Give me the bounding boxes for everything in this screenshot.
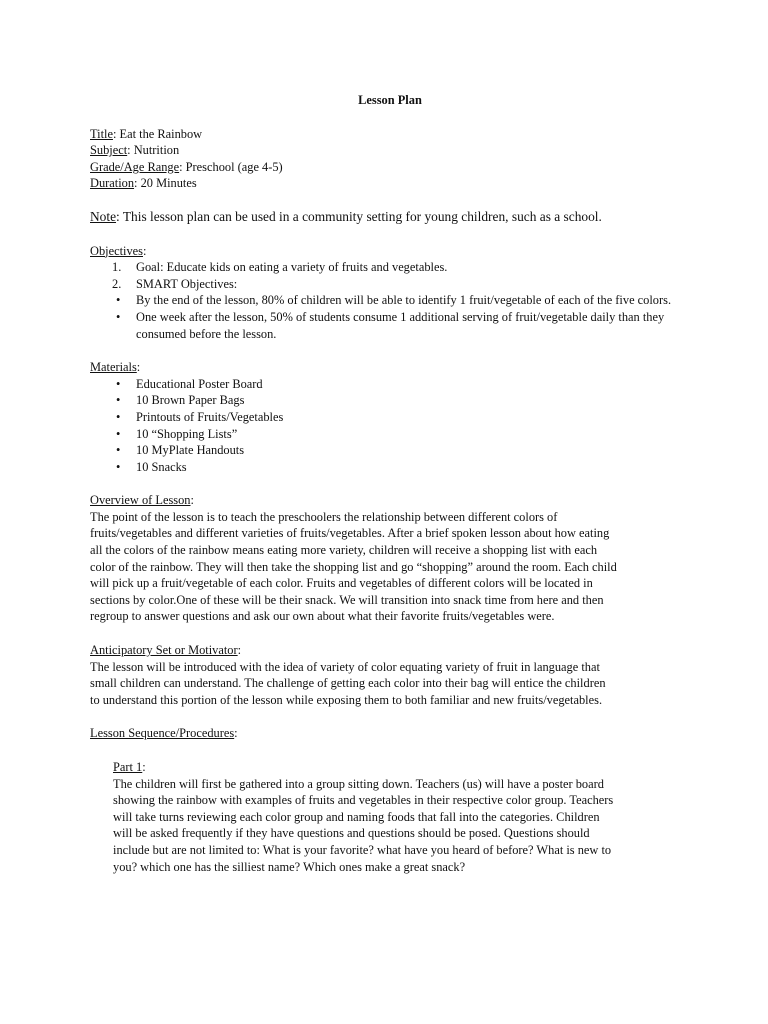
objectives-heading: Objectives: — [90, 243, 147, 258]
overview-line: fruits/vegetables and different varieties of fruits/vegetables. After a brief spoken lesson about how eating — [90, 526, 610, 541]
overview-line: color of the rainbow. They will then take the shopping list and go “shopping” around the room. Each child — [90, 559, 617, 574]
meta-duration-value: 20 Minutes — [140, 176, 197, 191]
objective-text: Goal: Educate kids on eating a variety of fruits and vegetables. — [136, 260, 448, 275]
material-item — [90, 459, 690, 476]
note-label: Note — [90, 208, 117, 224]
list-number: 2. — [112, 276, 122, 291]
material-text: Educational Poster Board — [136, 376, 263, 391]
note-paragraph: Note: This lesson plan can be used in a community setting for young children, such as a school. — [90, 208, 602, 224]
part1-label: Part 1 — [113, 760, 143, 774]
meta-title: Title: Eat the Rainbow — [90, 126, 203, 141]
objective-item — [90, 259, 690, 276]
objective-text: SMART Objectives: — [136, 276, 238, 291]
overview-line: will pick up a fruit/vegetable of each color. Fruits and vegetables of different colors will be located in — [90, 576, 593, 591]
part1-line: include but are not limited to: What is your favorite? what have you heard of before? What is new to — [113, 842, 612, 857]
list-number: 1. — [112, 260, 122, 275]
material-text: 10 MyPlate Handouts — [136, 443, 245, 458]
overview-line: The point of the lesson is to teach the preschoolers the relationship between different colors of — [90, 509, 558, 524]
material-text: 10 Snacks — [136, 459, 187, 474]
anticipatory-line: The lesson will be introduced with the idea of variety of color equating variety of fruit in language that — [90, 659, 600, 674]
materials-label: Materials — [90, 360, 137, 375]
overview-heading: Overview of Lesson: — [90, 493, 194, 508]
bullet-icon: • — [116, 426, 121, 441]
meta-grade-value: Preschool (age 4-5) — [185, 159, 283, 174]
overview-label: Overview of Lesson — [90, 493, 191, 508]
meta-grade: Grade/Age Range: Preschool (age 4-5) — [90, 159, 283, 174]
meta-subject: Subject: Nutrition — [90, 143, 180, 158]
sequence-label: Lesson Sequence/Procedures — [90, 726, 235, 741]
bullet-icon: • — [116, 443, 121, 458]
anticipatory-line: to understand this portion of the lesson while exposing them to both familiar and new fruits/vegetables. — [90, 692, 603, 707]
objective-item — [90, 309, 690, 342]
overview-line: regroup to answer questions and ask our own about what their favorite fruits/vegetables were. — [90, 609, 555, 624]
note-text: This lesson plan can be used in a community setting for young children, such as a school. — [122, 208, 602, 224]
objective-item — [90, 292, 690, 309]
meta-subject-value: Nutrition — [133, 143, 180, 158]
materials-heading: Materials: — [90, 360, 141, 375]
part1-line: will take turns reviewing each color group and naming foods that fall into the categories. Children — [113, 809, 600, 824]
meta-title-value: Eat the Rainbow — [119, 126, 203, 141]
objectives-section — [90, 243, 690, 343]
anticipatory-line: small children can understand. The challenge of getting each color into their bag will entice the children — [90, 676, 606, 691]
part1-heading: Part 1: — [113, 760, 146, 774]
objective-text: One week after the lesson, 50% of students consume 1 additional serving of fruit/vegetable daily than they consumed before the lesson. — [136, 309, 665, 341]
material-item — [90, 442, 690, 459]
meta-duration-label: Duration — [90, 176, 135, 191]
meta-duration: Duration: 20 Minutes — [90, 176, 197, 191]
materials-section — [90, 359, 690, 475]
sequence-heading: Lesson Sequence/Procedures: — [90, 726, 238, 741]
meta-title-label: Title — [90, 126, 113, 141]
overview-line: sections by color.One of these will be their snack. We will transition into snack time from here and then — [90, 592, 604, 607]
meta-subject-label: Subject — [90, 143, 128, 158]
bullet-icon: • — [116, 393, 121, 408]
part1-line: will be asked frequently if they have questions and questions should be posed. Questions should — [113, 826, 590, 841]
objective-text: By the end of the lesson, 80% of children will be able to identify 1 fruit/vegetable of each of the five colors. — [136, 293, 672, 308]
part1-line: you? which one has the silliest name? Which ones make a great snack? — [113, 859, 466, 874]
anticipatory-section — [90, 642, 690, 708]
anticipatory-label: Anticipatory Set or Motivator — [90, 643, 238, 658]
bullet-icon: • — [116, 376, 121, 391]
objectives-list — [90, 259, 690, 342]
document-title: Lesson Plan — [358, 93, 422, 107]
overview-section — [90, 492, 690, 625]
anticipatory-heading: Anticipatory Set or Motivator: — [90, 643, 242, 658]
material-item — [90, 426, 690, 443]
material-text: 10 Brown Paper Bags — [136, 393, 245, 408]
material-item — [90, 409, 690, 426]
meta-grade-label: Grade/Age Range — [90, 159, 180, 174]
bullet-icon: • — [116, 409, 121, 424]
material-item — [90, 376, 690, 393]
bullet-icon: • — [116, 293, 121, 308]
document-page — [90, 92, 690, 875]
objective-item — [90, 276, 690, 293]
sequence-section — [90, 725, 690, 875]
bullet-icon: • — [116, 309, 121, 324]
material-item — [90, 392, 690, 409]
objectives-label: Objectives — [90, 243, 143, 258]
overview-line: all the colors of the rainbow means eating more variety, children will receive a shopping list with each — [90, 543, 598, 558]
part1-line: The children will first be gathered into a group sitting down. Teachers (us) will have a poster board — [113, 776, 604, 791]
meta-block — [90, 126, 690, 192]
part1-line: showing the rainbow with examples of fruits and vegetables in their respective color group. Teachers — [113, 793, 614, 808]
bullet-icon: • — [116, 459, 121, 474]
part1-block — [113, 759, 690, 875]
material-text: 10 “Shopping Lists” — [136, 426, 238, 441]
material-text: Printouts of Fruits/Vegetables — [136, 409, 284, 424]
materials-list — [90, 376, 690, 476]
